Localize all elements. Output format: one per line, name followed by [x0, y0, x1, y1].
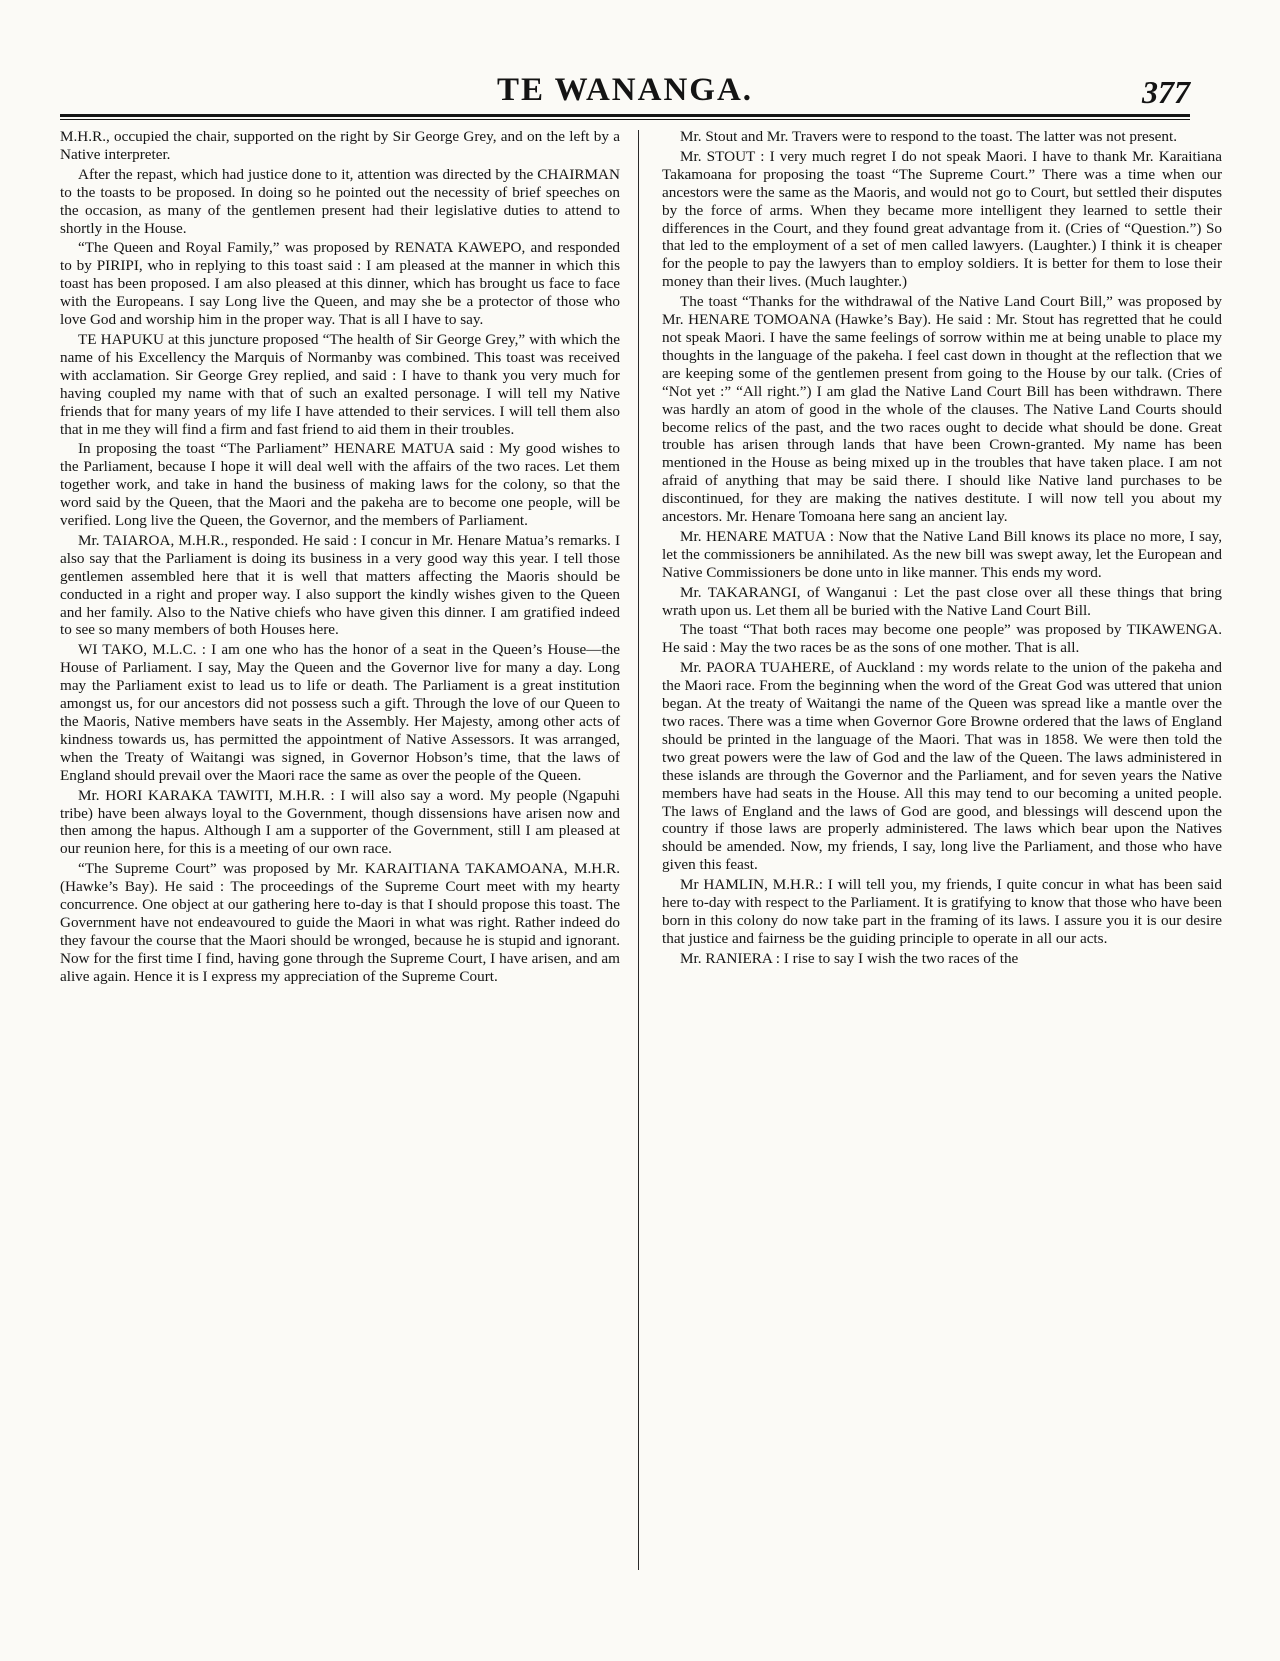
- page-number: 377: [1142, 74, 1190, 110]
- masthead-title: TE WANANGA.: [496, 72, 754, 108]
- paragraph: In proposing the toast “The Parliament” HENARE MATUA said : My good wishes to the Parliament, because I hope it will deal well with the affairs of the two races. Let them together work, and take in hand the business of making laws for the colony, so that the word said by the Queen, that the Maori and the pakeha are to become one people, will be verified. Long live the Queen, the Governor, and the members of Parliament.: [60, 440, 620, 530]
- paragraph: The toast “Thanks for the withdrawal of the Native Land Court Bill,” was proposed by Mr. HENARE TOMOANA (Hawke’s Bay). He said : Mr. Stout has regretted that he could not speak Maori. I have the same feelings of sorrow within me at being unable to place my thoughts in the language of the pakeha. I feel cast down in thought at the reflection that we are keeping some of the gentlemen present from going to the House by our talk. (Cries of “Not yet :” “All right.”) I am glad the Native Land Court Bill has been withdrawn. There was hardly an atom of good in the whole of the clauses. The Native Land Courts should become relics of the past, and the two races ought to decide what should be done. Great trouble has arisen through lands that have been Crown-granted. My name has been mentioned in the House as being mixed up in the troubles that have taken place. I am not afraid of anything that may be said there. I should like Native land purchases to be discontinued, for they are making the natives destitute. I will now tell you about my ancestors. Mr. Henare Tomoana here sang an ancient lay.: [662, 293, 1222, 526]
- paragraph: Mr. HORI KARAKA TAWITI, M.H.R. : I will also say a word. My people (Ngapuhi tribe) have been always loyal to the Government, though dissensions have arisen now and then among the hapus. Although I am a supporter of the Government, still I am pleased at our reunion here, for this is a meeting of our own race.: [60, 786, 620, 858]
- paragraph: Mr. HENARE MATUA : Now that the Native Land Bill knows its place no more, I say, let the commissioners be annihilated. As the new bill was swept away, let the European and Native Commissioners be done unto in like manner. This ends my word.: [662, 527, 1222, 581]
- paragraph: “The Queen and Royal Family,” was proposed by RENATA KAWEPO, and responded to by PIRIPI, who in replying to this toast said : I am pleased at the manner in which this toast has been proposed. I am also pleased at this dinner, which has brought us face to face with the Europeans. I say Long live the Queen, and may she be a protector of those who love God and worship him in the proper way. That is all I have to say.: [60, 239, 620, 329]
- paragraph: Mr. PAORA TUAHERE, of Auckland : my words relate to the union of the pakeha and the Maori race. From the beginning when the word of the Great God was uttered that union began. At the treaty of Waitangi the name of the Queen was spread like a mantle over the two races. There was a time when Governor Gore Browne ordered that the laws of England should be printed in the language of the Maori. That was in 1858. We were then told the two great powers were the law of God and the law of the Queen. The laws administered in these islands are through the Governor and the Parliament, and for seven years the Native members have had seats in the House. All this may tend to our becoming a united people. The laws of England and the laws of God are good, and blessings will descend upon the country if those laws are properly administered. The laws which bear upon the Natives should be amended. Now, my friends, I say, long live the Parliament, and those who have given this feast.: [662, 659, 1222, 874]
- paragraph: Mr. TAKARANGI, of Wanganui : Let the past close over all these things that bring wrath upon us. Let them all be buried with the Native Land Court Bill.: [662, 583, 1222, 619]
- paragraph: Mr HAMLIN, M.H.R.: I will tell you, my friends, I quite concur in what has been said here to-day with respect to the Parliament. It is gratifying to know that those who have been born in this colony do now take part in the framing of its laws. I assure you it is our desire that justice and fairness be the guiding principle to operate in all our acts.: [662, 876, 1222, 947]
- column-divider: [638, 130, 639, 1570]
- right-column: [662, 128, 1222, 970]
- paragraph: “The Supreme Court” was proposed by Mr. KARAITIANA TAKAMOANA, M.H.R. (Hawke’s Bay). He said : The proceedings of the Supreme Court meet with my hearty concurrence. One object at our gathering here to-day is that I should propose this toast. The Government have not endeavoured to guide the Maori in what was right. Rather indeed do they favour the course that the Maori should be wronged, because he is stupid and ignorant. Now for the first time I find, having gone through the Supreme Court, I have arisen, and am alive again. Hence it is I express my appreciation of the Supreme Court.: [60, 860, 620, 985]
- header-rule: [60, 114, 1190, 120]
- paragraph: WI TAKO, M.L.C. : I am one who has the honor of a seat in the Queen’s House—the House of Parliament. I say, May the Queen and the Governor live for many a day. Long may the Parliament exist to lead us to life or death. The Parliament is a great institution amongst us, for our ancestors did not possess such a gift. Through the love of our Queen to the Maoris, Native members have seats in the Assembly. Her Majesty, among other acts of kindness towards us, has permitted the appointment of Native Assessors. It was arranged, when the Treaty of Waitangi was signed, in Governor Hobson’s time, that the laws of England should prevail over the Maori race the same as over the people of the Queen.: [60, 641, 620, 784]
- paragraph: M.H.R., occupied the chair, supported on the right by Sir George Grey, and on the left by a Native interpreter.: [60, 128, 620, 163]
- paragraph: Mr. RANIERA : I rise to say I wish the two races of the: [680, 949, 1019, 967]
- paragraph: The toast “That both races may become one people” was proposed by TIKAWENGA. He said : May the two races be as the sons of one mother. That is all.: [662, 621, 1222, 657]
- paragraph: Mr. TAIAROA, M.H.R., responded. He said : I concur in Mr. Henare Matua’s remarks. I also say that the Parliament is doing its business in a very good way this year. I tell those gentlemen assembled here that it is well that matters affecting the Maoris should be conducted in a right and proper way. I also support the kindly wishes given to the Queen and her family. Also to the Native chiefs who have given this dinner. I am gratified indeed to see so many members of both Houses here.: [60, 531, 620, 639]
- paragraph: Mr. Stout and Mr. Travers were to respond to the toast. The latter was not present.: [680, 128, 1178, 145]
- page-header: [60, 70, 1190, 110]
- left-column: [60, 128, 620, 988]
- paragraph: TE HAPUKU at this juncture proposed “The health of Sir George Grey,” with which the name of his Excellency the Marquis of Normanby was combined. This toast was received with acclamation. Sir George Grey replied, and said : I have to thank you very much for having coupled my name with that of such an exalted personage. I will tell my Native friends that for many years of my life I have attended to their services. I will tell them also that in me they will find a firm and fast friend to aid them in their troubles.: [60, 330, 620, 438]
- paragraph: After the repast, which had justice done to it, attention was directed by the CHAIRMAN to the toasts to be proposed. In doing so he pointed out the necessity of brief speeches on the occasion, as many of the gentlemen present had their legislative duties to attend to shortly in the House.: [60, 165, 620, 237]
- paragraph: Mr. STOUT : I very much regret I do not speak Maori. I have to thank Mr. Karaitiana Takamoana for proposing the toast “The Supreme Court.” There was a time when our ancestors were the same as the Maoris, and would not go to Court, but settled their disputes by the force of arms. When they became more intelligent they learned to settle their differences in the Court, and they found great advantage from it. (Cries of “Question.”) So that led to the employment of a set of men called lawyers. (Laughter.) I think it is cheaper for the people to pay the lawyers than to employ soldiers. It is better for them to lose their money than their lives. (Much laughter.): [662, 147, 1222, 291]
